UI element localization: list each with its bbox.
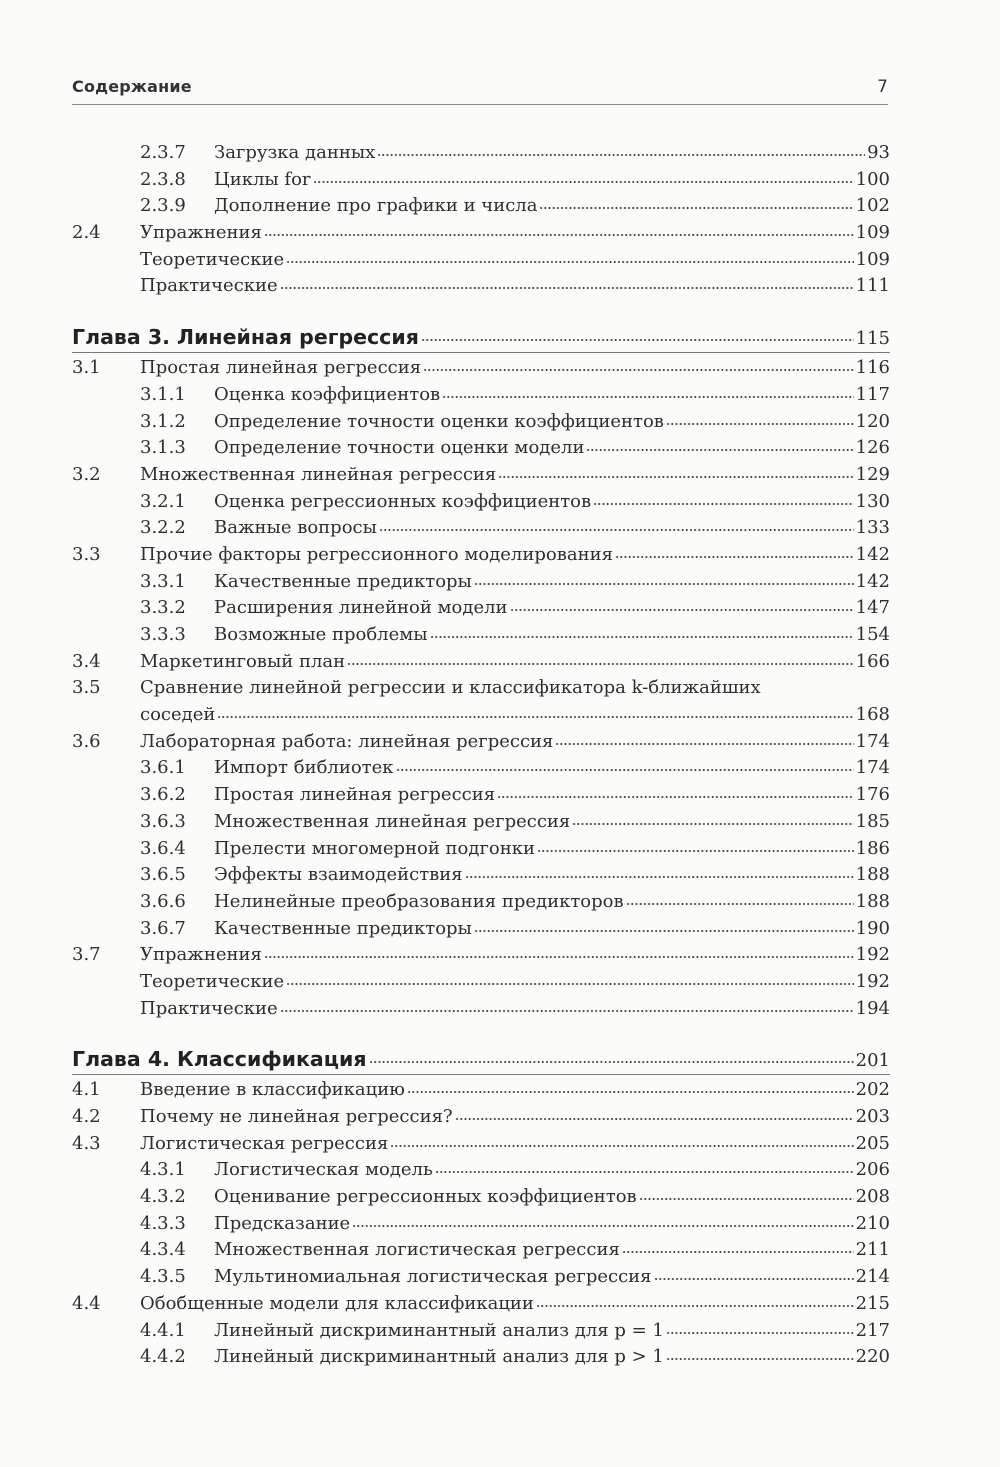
- toc-number: 3.7: [72, 944, 101, 966]
- toc-title: Линейный дискриминантный анализ для p > 1: [214, 1346, 664, 1368]
- toc-entry: [214, 382, 890, 409]
- toc-title: Загрузка данных: [214, 142, 376, 163]
- toc-number: 3.6.4: [140, 837, 186, 859]
- toc-page-number: 133: [855, 517, 890, 539]
- toc-page-number: 208: [855, 1186, 890, 1208]
- dot-leader: [264, 220, 854, 238]
- toc-title: Упражнения: [140, 944, 262, 966]
- toc-chapter-row: [72, 1038, 890, 1074]
- toc-page-number: 93: [867, 142, 890, 163]
- toc-number: 3.1: [72, 357, 101, 379]
- toc-row: [72, 1291, 890, 1318]
- toc-row: [72, 889, 890, 916]
- toc-row: [72, 1077, 890, 1104]
- toc-row: [72, 1318, 890, 1345]
- toc-number: 3.4: [72, 650, 101, 672]
- dot-leader: [639, 1184, 854, 1202]
- toc-title: Циклы for: [214, 168, 311, 190]
- toc-entry: [214, 1344, 890, 1371]
- toc-entry: [214, 622, 890, 649]
- toc-entry: [214, 1211, 890, 1238]
- toc-title: Множественная линейная регрессия: [140, 463, 497, 485]
- toc-entry: [140, 996, 890, 1023]
- toc-page-number: 217: [855, 1319, 890, 1341]
- toc-entry: [214, 409, 890, 436]
- toc-row: [72, 916, 890, 943]
- toc-entry: [214, 755, 890, 782]
- dot-leader: [379, 515, 854, 533]
- toc-entry: [72, 316, 890, 357]
- toc-title: Определение точности оценки коэффициентов: [214, 410, 664, 432]
- toc-row: [72, 247, 890, 274]
- toc-number: 4.3.2: [140, 1186, 186, 1208]
- toc-number: 2.3.8: [140, 168, 186, 190]
- dot-leader: [407, 1077, 854, 1095]
- toc-entry: [214, 809, 890, 836]
- toc-title: Логистическая модель: [214, 1159, 433, 1181]
- toc-number: 3.2: [72, 463, 101, 485]
- toc-title: Введение в классификацию: [140, 1079, 405, 1101]
- dot-leader: [666, 409, 854, 427]
- toc-number: 3.6.2: [140, 784, 186, 806]
- toc-entry: [214, 1237, 890, 1264]
- toc-title: Теоретические: [140, 248, 285, 270]
- toc-number: 4.3.3: [140, 1212, 186, 1234]
- toc-row: [72, 649, 890, 676]
- toc-title: Практические: [140, 275, 278, 297]
- toc-title: Оценивание регрессионных коэффициентов: [214, 1186, 637, 1208]
- toc-number: 2.4: [72, 222, 101, 244]
- toc-title: Логистическая регрессия: [140, 1132, 389, 1154]
- toc-number: 4.1: [72, 1079, 101, 1101]
- toc-entry: [140, 1104, 890, 1131]
- dot-leader: [474, 569, 854, 587]
- dot-leader: [586, 435, 853, 453]
- toc-row: [72, 1211, 890, 1238]
- toc-row: [72, 595, 890, 622]
- toc-row: [72, 622, 890, 649]
- toc-entry: [140, 542, 890, 569]
- toc-number: 2.3.9: [140, 195, 186, 217]
- toc-row: [72, 569, 890, 596]
- toc-row: [72, 782, 890, 809]
- toc-number: 3.3.3: [140, 624, 186, 645]
- toc-row: [72, 382, 890, 409]
- toc-row: [72, 167, 890, 194]
- toc-number: 3.2.2: [140, 517, 186, 539]
- toc-number: 4.2: [72, 1106, 101, 1127]
- toc-title: Маркетинговый план: [140, 650, 346, 672]
- toc-page-number: 126: [855, 437, 890, 459]
- toc-page-number: 174: [855, 757, 890, 779]
- toc-page-number: 203: [855, 1106, 890, 1127]
- toc-entry: [214, 1264, 890, 1291]
- toc-entry: [140, 1131, 890, 1158]
- toc-row: [72, 942, 890, 969]
- toc-row: [72, 462, 890, 489]
- toc-page-number: 186: [855, 837, 890, 859]
- toc-number: 3.5: [72, 677, 101, 699]
- toc-number: 2.3.7: [140, 142, 186, 163]
- toc-title: Глава 4. Классификация: [72, 1047, 367, 1072]
- dot-leader: [286, 247, 853, 265]
- toc-page-number: 192: [855, 944, 890, 966]
- toc-number: 3.3: [72, 543, 101, 565]
- toc-row: [72, 675, 890, 702]
- toc-page-number: 100: [855, 168, 890, 190]
- toc-title: Импорт библиотек: [214, 757, 394, 779]
- toc-page-number: 116: [855, 357, 890, 379]
- toc-page-number: 142: [855, 570, 890, 592]
- toc-row: [72, 1157, 890, 1184]
- toc-title: Расширения линейной модели: [214, 597, 508, 619]
- toc-number: 3.2.1: [140, 490, 186, 512]
- toc-entry: [214, 889, 890, 916]
- toc-number: 3.6.3: [140, 810, 186, 832]
- toc-row: [72, 729, 890, 756]
- toc-page-number: 194: [855, 997, 890, 1019]
- dot-leader: [539, 193, 853, 211]
- toc-title: Нелинейные преобразования предикторов: [214, 890, 624, 912]
- dot-leader: [390, 1131, 853, 1149]
- toc-page-number: 192: [855, 970, 890, 992]
- toc-page-number: 129: [855, 463, 890, 485]
- dot-leader: [626, 889, 854, 907]
- toc-title: Лабораторная работа: линейная регрессия: [140, 730, 554, 752]
- toc-title: Оценка коэффициентов: [214, 383, 441, 405]
- toc-row: [72, 193, 890, 220]
- toc-row: [72, 1104, 890, 1131]
- toc-title: Прочие факторы регрессионного моделирования: [140, 543, 613, 565]
- toc-number: 4.3.4: [140, 1239, 186, 1261]
- dot-leader: [217, 702, 853, 720]
- toc-row: [72, 809, 890, 836]
- toc-entry: [140, 729, 890, 756]
- toc-chapter-row: [72, 316, 890, 352]
- toc-title: Множественная логистическая регрессия: [214, 1239, 620, 1261]
- toc-entry: [140, 273, 890, 300]
- toc-row: [72, 755, 890, 782]
- dot-leader: [465, 862, 854, 880]
- toc-row: [72, 515, 890, 542]
- toc-title: Простая линейная регрессия: [214, 784, 496, 806]
- toc-entry: [140, 702, 890, 729]
- toc-row: [72, 409, 890, 436]
- toc-page-number: 111: [855, 275, 890, 297]
- toc-title: Теоретические: [140, 970, 285, 992]
- toc-page-number: 185: [855, 810, 890, 832]
- toc-entry: [214, 836, 890, 863]
- toc-row: [72, 542, 890, 569]
- toc-title: Обобщенные модели для классификации: [140, 1292, 534, 1314]
- toc-page-number: 147: [855, 597, 890, 619]
- toc-page-number: 117: [855, 383, 890, 405]
- dot-leader: [510, 595, 854, 613]
- toc-number: 4.3: [72, 1132, 101, 1154]
- toc-title: Определение точности оценки модели: [214, 437, 585, 459]
- toc-row: [72, 1264, 890, 1291]
- toc-page-number: 188: [855, 864, 890, 886]
- toc-title: Глава 3. Линейная регрессия: [72, 325, 419, 350]
- dot-leader: [615, 542, 854, 560]
- dot-leader: [435, 1157, 854, 1175]
- toc-page-number: 142: [855, 543, 890, 565]
- toc-page-number: 206: [855, 1159, 890, 1181]
- toc-entry: [140, 462, 890, 489]
- toc-row: [72, 1131, 890, 1158]
- toc-page-number: 205: [855, 1132, 890, 1154]
- toc-entry: [214, 435, 890, 462]
- toc-entry: [214, 1157, 890, 1184]
- dot-leader: [286, 969, 853, 987]
- dot-leader: [622, 1237, 854, 1255]
- toc-title: Оценка регрессионных коэффициентов: [214, 490, 592, 512]
- table-of-contents: [72, 140, 890, 1371]
- toc-row: [72, 969, 890, 996]
- toc-title: Практические: [140, 997, 278, 1019]
- toc-entry: [214, 489, 890, 516]
- toc-page-number: 202: [855, 1079, 890, 1101]
- dot-leader: [555, 729, 853, 747]
- toc-page-number: 115: [855, 328, 890, 350]
- toc-number: 4.4.2: [140, 1346, 186, 1368]
- toc-entry: [140, 1077, 890, 1104]
- dot-leader: [572, 809, 853, 827]
- toc-title: Дополнение про графики и числа: [214, 195, 538, 217]
- dot-leader: [421, 316, 854, 344]
- toc-entry: [140, 942, 890, 969]
- dot-leader: [654, 1264, 854, 1282]
- toc-title: Качественные предикторы: [214, 570, 472, 592]
- toc-entry: [140, 247, 890, 274]
- toc-title: соседей: [140, 704, 216, 726]
- header-page-number: 7: [877, 77, 888, 97]
- toc-row: [72, 273, 890, 300]
- toc-entry: [214, 1318, 890, 1345]
- toc-page-number: 215: [855, 1292, 890, 1314]
- toc-title: Важные вопросы: [214, 517, 377, 539]
- toc-number: 3.6: [72, 730, 101, 752]
- toc-page-number: 220: [855, 1346, 890, 1368]
- dot-leader: [352, 1211, 853, 1229]
- toc-page-number: 166: [855, 650, 890, 672]
- dot-leader: [498, 462, 853, 480]
- toc-entry: [140, 649, 890, 676]
- running-header: [72, 74, 888, 105]
- toc-row: [72, 489, 890, 516]
- toc-page-number: 109: [855, 222, 890, 244]
- toc-number: 4.4: [72, 1292, 101, 1314]
- toc-page-number: 154: [855, 624, 890, 645]
- toc-entry: [214, 1184, 890, 1211]
- toc-page-number: 109: [855, 248, 890, 270]
- toc-row: [72, 702, 890, 729]
- toc-entry: [140, 1291, 890, 1318]
- toc-number: 3.6.5: [140, 864, 186, 886]
- toc-page-number: 214: [855, 1266, 890, 1288]
- toc-title: Простая линейная регрессия: [140, 357, 422, 379]
- toc-page-number: 130: [855, 490, 890, 512]
- toc-entry: [72, 1038, 890, 1079]
- toc-entry: [214, 916, 890, 943]
- toc-entry: [140, 355, 890, 382]
- toc-entry: [140, 675, 890, 702]
- toc-number: 3.1.1: [140, 383, 186, 405]
- toc-title: Предсказание: [214, 1212, 351, 1234]
- dot-leader: [369, 1038, 854, 1066]
- toc-row: [72, 140, 890, 167]
- toc-row: [72, 862, 890, 889]
- toc-title: Линейный дискриминантный анализ для p = 1: [214, 1319, 664, 1341]
- dot-leader: [280, 996, 854, 1014]
- dot-leader: [593, 489, 853, 507]
- dot-leader: [280, 273, 854, 291]
- dot-leader: [666, 1318, 854, 1336]
- toc-number: 3.3.2: [140, 597, 186, 619]
- dot-leader: [396, 755, 854, 773]
- toc-number: 3.6.1: [140, 757, 186, 779]
- dot-leader: [347, 649, 853, 667]
- toc-title: Прелести многомерной подгонки: [214, 837, 535, 859]
- toc-number: 3.6.7: [140, 917, 186, 939]
- toc-page-number: 190: [855, 917, 890, 939]
- toc-title: Упражнения: [140, 222, 262, 244]
- toc-number: 3.1.3: [140, 437, 186, 459]
- toc-entry: [214, 167, 890, 194]
- toc-entry: [140, 220, 890, 247]
- toc-page-number: 120: [855, 410, 890, 432]
- dot-leader: [666, 1344, 854, 1362]
- toc-row: [72, 1184, 890, 1211]
- toc-entry: [140, 969, 890, 996]
- toc-number: 4.3.5: [140, 1266, 186, 1288]
- toc-number: 4.3.1: [140, 1159, 186, 1181]
- toc-entry: [214, 193, 890, 220]
- toc-page-number: 211: [855, 1239, 890, 1261]
- dot-leader: [537, 836, 854, 854]
- dot-leader: [442, 382, 853, 400]
- dot-leader: [430, 622, 854, 640]
- toc-entry: [214, 140, 890, 167]
- toc-title: Почему не линейная регрессия?: [140, 1106, 453, 1127]
- toc-entry: [214, 595, 890, 622]
- toc-page-number: 210: [855, 1212, 890, 1234]
- toc-number: 4.4.1: [140, 1319, 186, 1341]
- toc-title: Мультиномиальная логистическая регрессия: [214, 1266, 652, 1288]
- toc-number: 3.3.1: [140, 570, 186, 592]
- toc-row: [72, 1344, 890, 1371]
- toc-row: [72, 435, 890, 462]
- toc-page-number: 176: [855, 784, 890, 806]
- dot-leader: [313, 167, 854, 185]
- toc-entry: [214, 569, 890, 596]
- toc-entry: [214, 862, 890, 889]
- toc-row: [72, 220, 890, 247]
- toc-title: Сравнение линейной регрессии и классификатора k-ближайших: [140, 677, 761, 699]
- toc-title: Качественные предикторы: [214, 917, 472, 939]
- dot-leader: [377, 140, 865, 158]
- header-title: Содержание: [72, 77, 192, 96]
- toc-page-number: 201: [855, 1050, 890, 1072]
- toc-number: 3.6.6: [140, 890, 186, 912]
- dot-leader: [536, 1291, 854, 1309]
- toc-page-number: 102: [855, 195, 890, 217]
- dot-leader: [455, 1104, 854, 1122]
- dot-leader: [474, 916, 854, 934]
- toc-title: Множественная линейная регрессия: [214, 810, 571, 832]
- toc-row: [72, 1237, 890, 1264]
- toc-title: Возможные проблемы: [214, 624, 428, 645]
- dot-leader: [264, 942, 854, 960]
- dot-leader: [423, 355, 854, 373]
- toc-page-number: 168: [855, 704, 890, 726]
- toc-row: [72, 836, 890, 863]
- toc-page-number: 188: [855, 890, 890, 912]
- toc-row: [72, 355, 890, 382]
- dot-leader: [497, 782, 854, 800]
- toc-row: [72, 996, 890, 1023]
- toc-number: 3.1.2: [140, 410, 186, 432]
- toc-title: Эффекты взаимодействия: [214, 864, 463, 886]
- toc-page-number: 174: [855, 730, 890, 752]
- toc-entry: [214, 782, 890, 809]
- toc-entry: [214, 515, 890, 542]
